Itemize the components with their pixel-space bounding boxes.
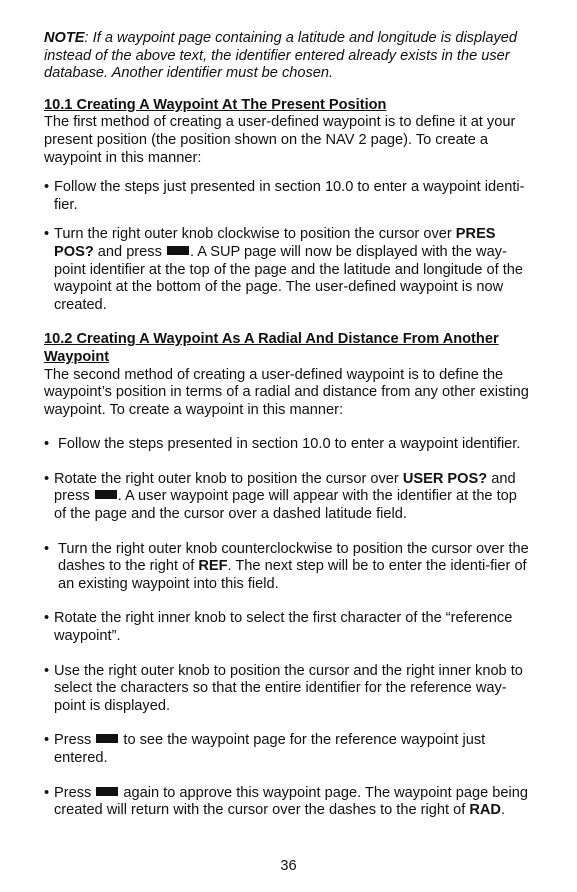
section-heading-10-2: 10.2 Creating A Waypoint As A Radial And Distance From Another Waypoint bbox=[44, 331, 499, 365]
document-page bbox=[44, 30, 529, 820]
bullet-icon: • bbox=[44, 610, 50, 627]
list-item: • Use the right outer knob to position the cursor and the right inner knob to select the characters so that the entire identifier for the reference way-point is displayed. bbox=[44, 662, 523, 714]
note-paragraph bbox=[44, 30, 529, 83]
key-button-icon bbox=[96, 734, 118, 743]
bullet-icon: • bbox=[44, 732, 50, 749]
section-intro-10-1: The first method of creating a user-defined waypoint is to define it at your present position (the position shown on the NAV 2 page). To create a waypoint in this manner: bbox=[44, 114, 516, 166]
section-heading-10-1: 10.1 Creating A Waypoint At The Present Position bbox=[44, 96, 387, 113]
list-item-text: Follow the steps just presented in section 10.0 to enter a waypoint identi-fier. bbox=[54, 179, 525, 213]
list-item: • Follow the steps presented in section 10.0 to enter a waypoint identifier. bbox=[44, 436, 521, 453]
key-button-icon bbox=[167, 246, 189, 255]
bullet-icon: • bbox=[44, 226, 50, 243]
bullet-icon: • bbox=[44, 540, 50, 557]
key-button-icon bbox=[96, 787, 118, 796]
note-text: : If a waypoint page containing a latitude and longitude is displayed instead of the above text, the identifier entered already exists in the user database. Another identifier must be chosen. bbox=[44, 30, 517, 82]
bullet-icon: • bbox=[44, 662, 50, 679]
list-item: • Turn the right outer knob counterclockwise to position the cursor over the dashes to the right of REF. The next step will be to enter the identi-fier of an existing waypoint into this field. bbox=[44, 540, 529, 592]
list-item: • Rotate the right inner knob to select the first character of the “reference waypoint”. bbox=[44, 610, 513, 645]
section-intro-10-2: The second method of creating a user-defined waypoint is to define the waypoint’s position in terms of a radial and distance from any other existing waypoint. To create a waypoint in this manner: bbox=[44, 366, 529, 418]
bullet-icon: • bbox=[44, 436, 50, 453]
page-number: 36 bbox=[280, 858, 297, 874]
list-item: • Press again to approve this waypoint page. The waypoint page being created will return with the cursor over the dashes to the right of RAD. bbox=[44, 784, 529, 819]
bullet-icon: • bbox=[44, 470, 50, 487]
key-button-icon bbox=[95, 490, 117, 499]
bullet-icon: • bbox=[44, 784, 50, 801]
bullet-icon: • bbox=[44, 179, 50, 196]
list-item: • Turn the right outer knob clockwise to position the cursor over PRES POS? and press . A SUP page will now be displayed with the way-point identifier at the top of the page and the latitude and longitude of the waypoint at the bottom of the page. The user-defined waypoint is now created. bbox=[44, 226, 523, 313]
list-item bbox=[44, 179, 529, 214]
list-item: • Press to see the waypoint page for the reference waypoint just entered. bbox=[44, 732, 486, 766]
list-item: • Rotate the right outer knob to position the cursor over USER POS? and press . A user waypoint page will appear with the identifier at the top of the page and the cursor over a dashed latitude field. bbox=[44, 470, 517, 523]
note-label: NOTE bbox=[44, 30, 85, 46]
